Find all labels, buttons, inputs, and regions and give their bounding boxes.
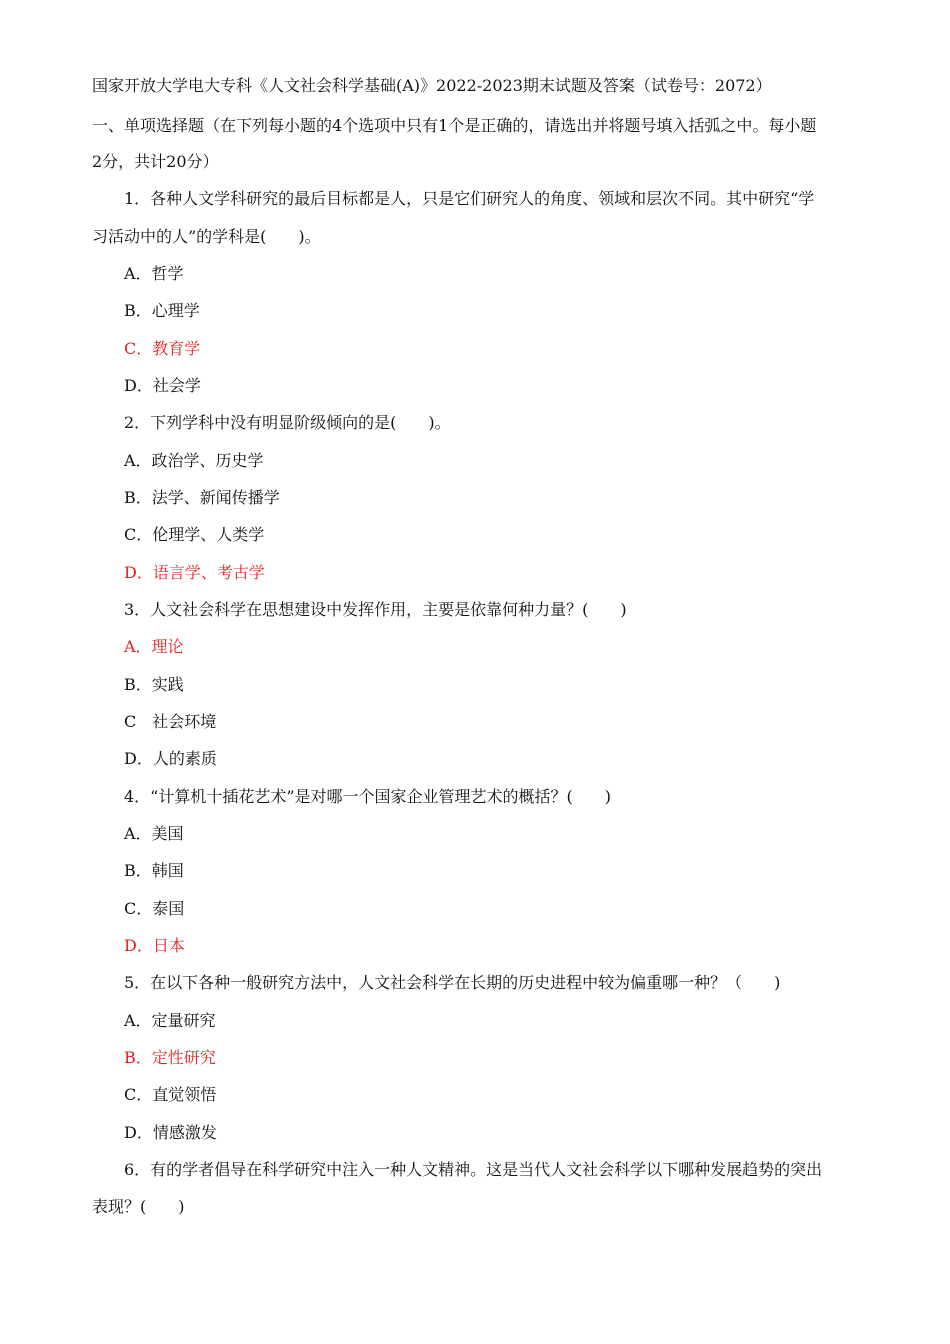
section-heading: 一、单项选择题（在下列每小题的4个选项中只有1个是正确的，请选出并将题号填入括弧之中。每小题 [92, 116, 817, 135]
question-5-option-a: A．定量研究 [124, 1011, 216, 1030]
question-1-option-c-answer: C．教育学 [124, 339, 201, 358]
question-1-option-a: A．哲学 [124, 264, 184, 283]
question-4-option-d-answer: D．日本 [124, 936, 185, 955]
question-4-option-a: A．美国 [124, 824, 184, 843]
question-4-option-b: B．韩国 [124, 861, 184, 880]
question-2-option-a: A．政治学、历史学 [124, 451, 264, 470]
question-2-option-d-answer: D．语言学、考古学 [124, 563, 265, 582]
question-5-stem: 5．在以下各种一般研究方法中，人文社会科学在长期的历史进程中较为偏重哪一种？（ ) [124, 973, 781, 992]
question-6-stem: 6．有的学者倡导在科学研究中注入一种人文精神。这是当代人文社会科学以下哪种发展趋势的突出 [124, 1160, 823, 1179]
question-1-option-d: D．社会学 [124, 376, 201, 395]
question-1-stem-cont: 习活动中的人”的学科是( )。 [92, 227, 321, 246]
question-3-option-b: B．实践 [124, 675, 184, 694]
exam-title: 国家开放大学电大专科《人文社会科学基础(A)》2022-2023期末试题及答案（试卷号：2072） [92, 76, 772, 95]
question-4-stem: 4．“计算机十插花艺术”是对哪一个国家企业管理艺术的概括？( ) [124, 787, 612, 806]
question-3-option-a-answer: A．理论 [124, 637, 184, 656]
question-1-option-b: B．心理学 [124, 301, 200, 320]
question-3-option-c: C 社会环境 [124, 712, 217, 731]
question-5-option-c: C．直觉领悟 [124, 1085, 217, 1104]
question-3-option-d: D．人的素质 [124, 749, 217, 768]
question-3-stem: 3．人文社会科学在思想建设中发挥作用，主要是依靠何种力量？( ) [124, 600, 627, 619]
question-5-option-b-answer: B．定性研究 [124, 1048, 216, 1067]
question-4-option-c: C．泰国 [124, 899, 185, 918]
section-heading-cont: 2分，共计20分） [92, 152, 219, 171]
question-1-stem: 1．各种人文学科研究的最后目标都是人，只是它们研究人的角度、领域和层次不同。其中研究“学 [124, 189, 815, 208]
question-6-stem-cont: 表现？( ) [92, 1197, 185, 1216]
question-2-option-c: C．伦理学、人类学 [124, 525, 265, 544]
question-2-option-b: B．法学、新闻传播学 [124, 488, 280, 507]
question-2-stem: 2．下列学科中没有明显阶级倾向的是( )。 [124, 413, 451, 432]
question-5-option-d: D．情感激发 [124, 1123, 217, 1142]
